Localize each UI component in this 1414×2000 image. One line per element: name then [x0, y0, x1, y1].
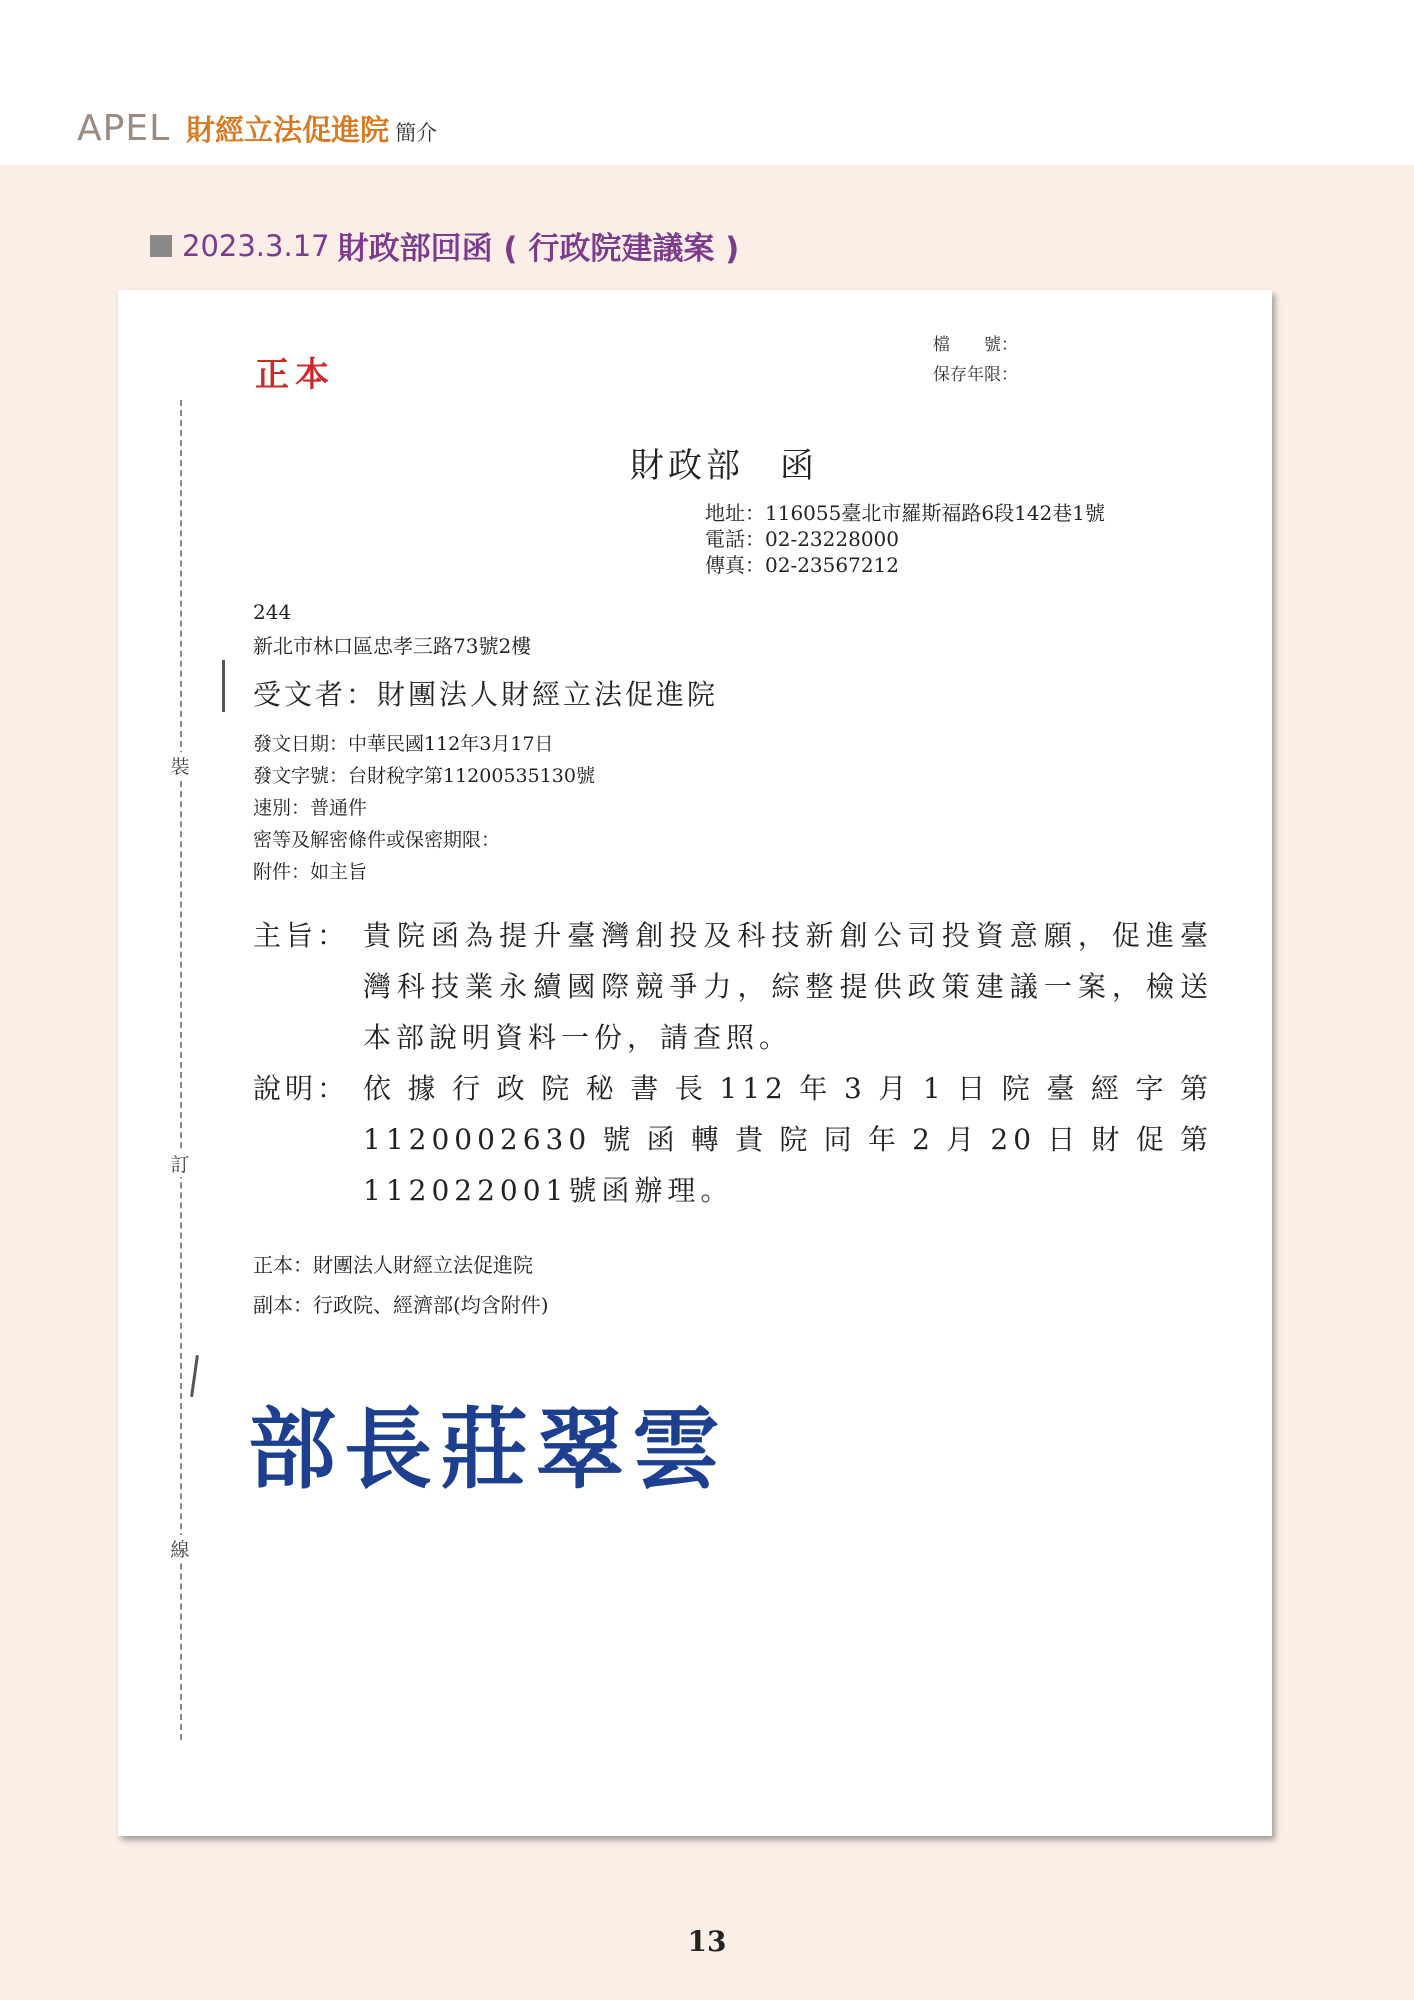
retention-period: 保存年限： — [933, 365, 1018, 385]
section-heading: 財政部回函 ( 行政院建議案 ) — [337, 231, 740, 267]
header-subtitle: 簡介 — [395, 121, 438, 145]
priority: 速別：普通件 — [253, 797, 368, 819]
document-number: 發文字號：台財稅字第11200535130號 — [253, 765, 595, 787]
agency-name: 財政部 — [630, 446, 744, 486]
distribution — [253, 1245, 549, 1325]
copy-recipients: 副本：行政院、經濟部(均含附件) — [253, 1293, 549, 1317]
page-header — [0, 0, 1414, 165]
original-recipient: 正本：財團法人財經立法促進院 — [253, 1253, 533, 1277]
letter-heading — [630, 438, 818, 487]
original-copy-stamp: 正本 — [255, 355, 335, 395]
agency-contact — [705, 500, 1105, 578]
explanation-text: 依據行政院秘書長112年3月1日院臺經字第1120002630號函轉貴院同年2月20日財促第112022001號函辦理。 — [363, 1072, 1213, 1207]
document-type: 函 — [780, 446, 818, 486]
scanned-letter — [118, 290, 1272, 1836]
agency-phone: 電話：02-23228000 — [705, 527, 900, 551]
file-reference — [933, 330, 1018, 390]
letter-body — [253, 910, 1213, 1216]
subject-paragraph — [253, 910, 1213, 1063]
subject-text: 貴院函為提升臺灣創投及科技新創公司投資意願，促進臺灣科技業永續國際競爭力，綜整提供政策建議一案，檢送本部說明資料一份，請查照。 — [363, 919, 1213, 1054]
binding-mark-zhuang: 裝 — [168, 752, 192, 779]
recipient: 受文者：財團法人財經立法促進院 — [253, 678, 719, 711]
binding-mark-xian: 線 — [168, 1535, 192, 1562]
agency-address: 地址：116055臺北市羅斯福路6段142巷1號 — [705, 501, 1105, 525]
document-metadata — [253, 728, 595, 888]
explanation-label: 說明： — [253, 1072, 350, 1105]
subject-label: 主旨： — [253, 919, 350, 952]
recipient-address-block — [253, 595, 531, 663]
square-bullet-icon — [150, 235, 172, 257]
attachments: 附件：如主旨 — [253, 861, 368, 883]
section-title — [150, 223, 739, 268]
org-name: 財經立法促進院 — [186, 113, 390, 147]
recipient-address: 新北市林口區忠孝三路73號2樓 — [253, 634, 532, 658]
postal-code: 244 — [253, 600, 292, 624]
margin-tick — [222, 660, 225, 712]
page-number: 13 — [687, 1925, 727, 1958]
brand-logo-text: APEL — [77, 108, 171, 149]
explanation-paragraph — [253, 1063, 1213, 1216]
issue-date: 發文日期：中華民國112年3月17日 — [253, 733, 554, 755]
classification: 密等及解密條件或保密期限： — [253, 829, 501, 851]
margin-tick — [190, 1355, 199, 1397]
file-number: 檔 號： — [933, 335, 1018, 355]
agency-fax: 傳真：02-23567212 — [705, 553, 900, 577]
minister-signature-seal: 部長莊翠雲 — [248, 1397, 729, 1501]
section-date: 2023.3.17 — [182, 228, 330, 263]
brand-line — [77, 108, 437, 149]
binding-mark-ding: 訂 — [168, 1150, 192, 1177]
